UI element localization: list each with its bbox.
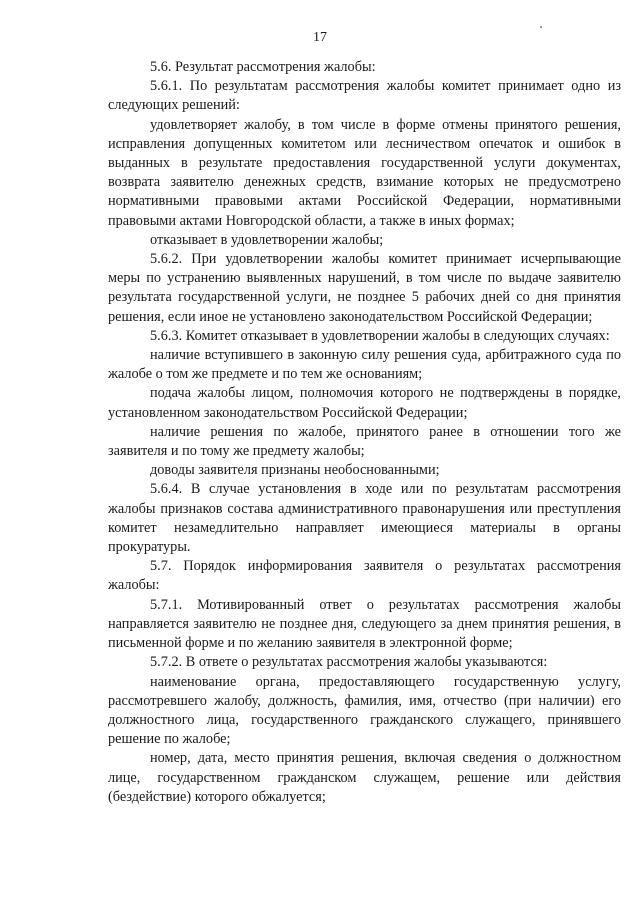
clause-5-6-2: 5.6.2. При удовлетворении жалобы комитет принимает исчерпывающие меры по устранению выявленных нарушений, в том числе по выдаче заявителю результата государственной услуги, не позднее 5 рабочих дней со дня принятия решения, если иное не установлено законодательством Российской Федерации; bbox=[108, 251, 621, 325]
clause-5-6-3: 5.6.3. Комитет отказывает в удовлетворении жалобы в следующих случаях: bbox=[150, 327, 610, 344]
refusal-reason-no-authority: подача жалобы лицом, полномочия которого не подтверждены в порядке, установленном законодательством Российской Федерации; bbox=[108, 385, 621, 421]
section-5-6-heading: 5.6. Результат рассмотрения жалобы: bbox=[150, 59, 376, 75]
decision-refuse: отказывает в удовлетворении жалобы; bbox=[150, 231, 384, 248]
refusal-reason-court-decision: наличие вступившего в законную силу решения суда, арбитражного суда по жалобе о том же предмете и по тем же основаниям; bbox=[108, 347, 621, 383]
clause-5-7-1: 5.7.1. Мотивированный ответ о результатах рассмотрения жалобы направляется заявителю не позднее дня, следующего за днем принятия решения, в письменной форме и по желанию заявителя в электронной форме; bbox=[108, 596, 621, 652]
clause-5-6-4: 5.6.4. В случае установления в ходе или по результатам рассмотрения жалобы признаков состава административного правонарушения или преступления комитет незамедлительно направляет имеющиеся материалы в органы прокуратуры. bbox=[108, 481, 621, 556]
document-body bbox=[108, 58, 621, 807]
refusal-reason-prior-decision: наличие решения по жалобе, принятого ранее в отношении того же заявителя и по тому же предмету жалобы; bbox=[108, 423, 621, 460]
page-number: 17 bbox=[313, 30, 327, 45]
answer-item-decision-details: номер, дата, место принятия решения, включая сведения о должностном лице, государственном гражданском служащем, решение или действия (бездействие) которого обжалуется; bbox=[108, 750, 621, 805]
answer-item-authority: наименование органа, предоставляющего государственную услугу, рассмотревшего жалобу, должность, фамилия, имя, отчество (при наличии) его должностного лица, государственного гражданского служащего, принявшего решение по жалобе; bbox=[108, 673, 621, 748]
section-5-7-heading: 5.7. Порядок информирования заявителя о результатах рассмотрения жалобы: bbox=[108, 558, 621, 594]
refusal-reason-unfounded: доводы заявителя признаны необоснованными; bbox=[150, 462, 440, 479]
decision-satisfy: удовлетворяет жалобу, в том числе в форме отмены принятого решения, исправления допущенных комитетом или лесничеством опечаток и ошибок в выданных в результате предоставления государственной услуги документах, возврата заявителю денежных средств, взимание которых не предусмотрено нормативными правовыми актами Российской Федерации, нормативными правовыми актами Новгородской области, а также в иных формах; bbox=[108, 116, 621, 229]
clause-5-7-2: 5.7.2. В ответе о результатах рассмотрения жалобы указываются: bbox=[150, 654, 548, 671]
clause-5-6-1: 5.6.1. По результатам рассмотрения жалобы комитет принимает одно из следующих решений: bbox=[108, 78, 621, 114]
scan-speck bbox=[540, 26, 542, 28]
